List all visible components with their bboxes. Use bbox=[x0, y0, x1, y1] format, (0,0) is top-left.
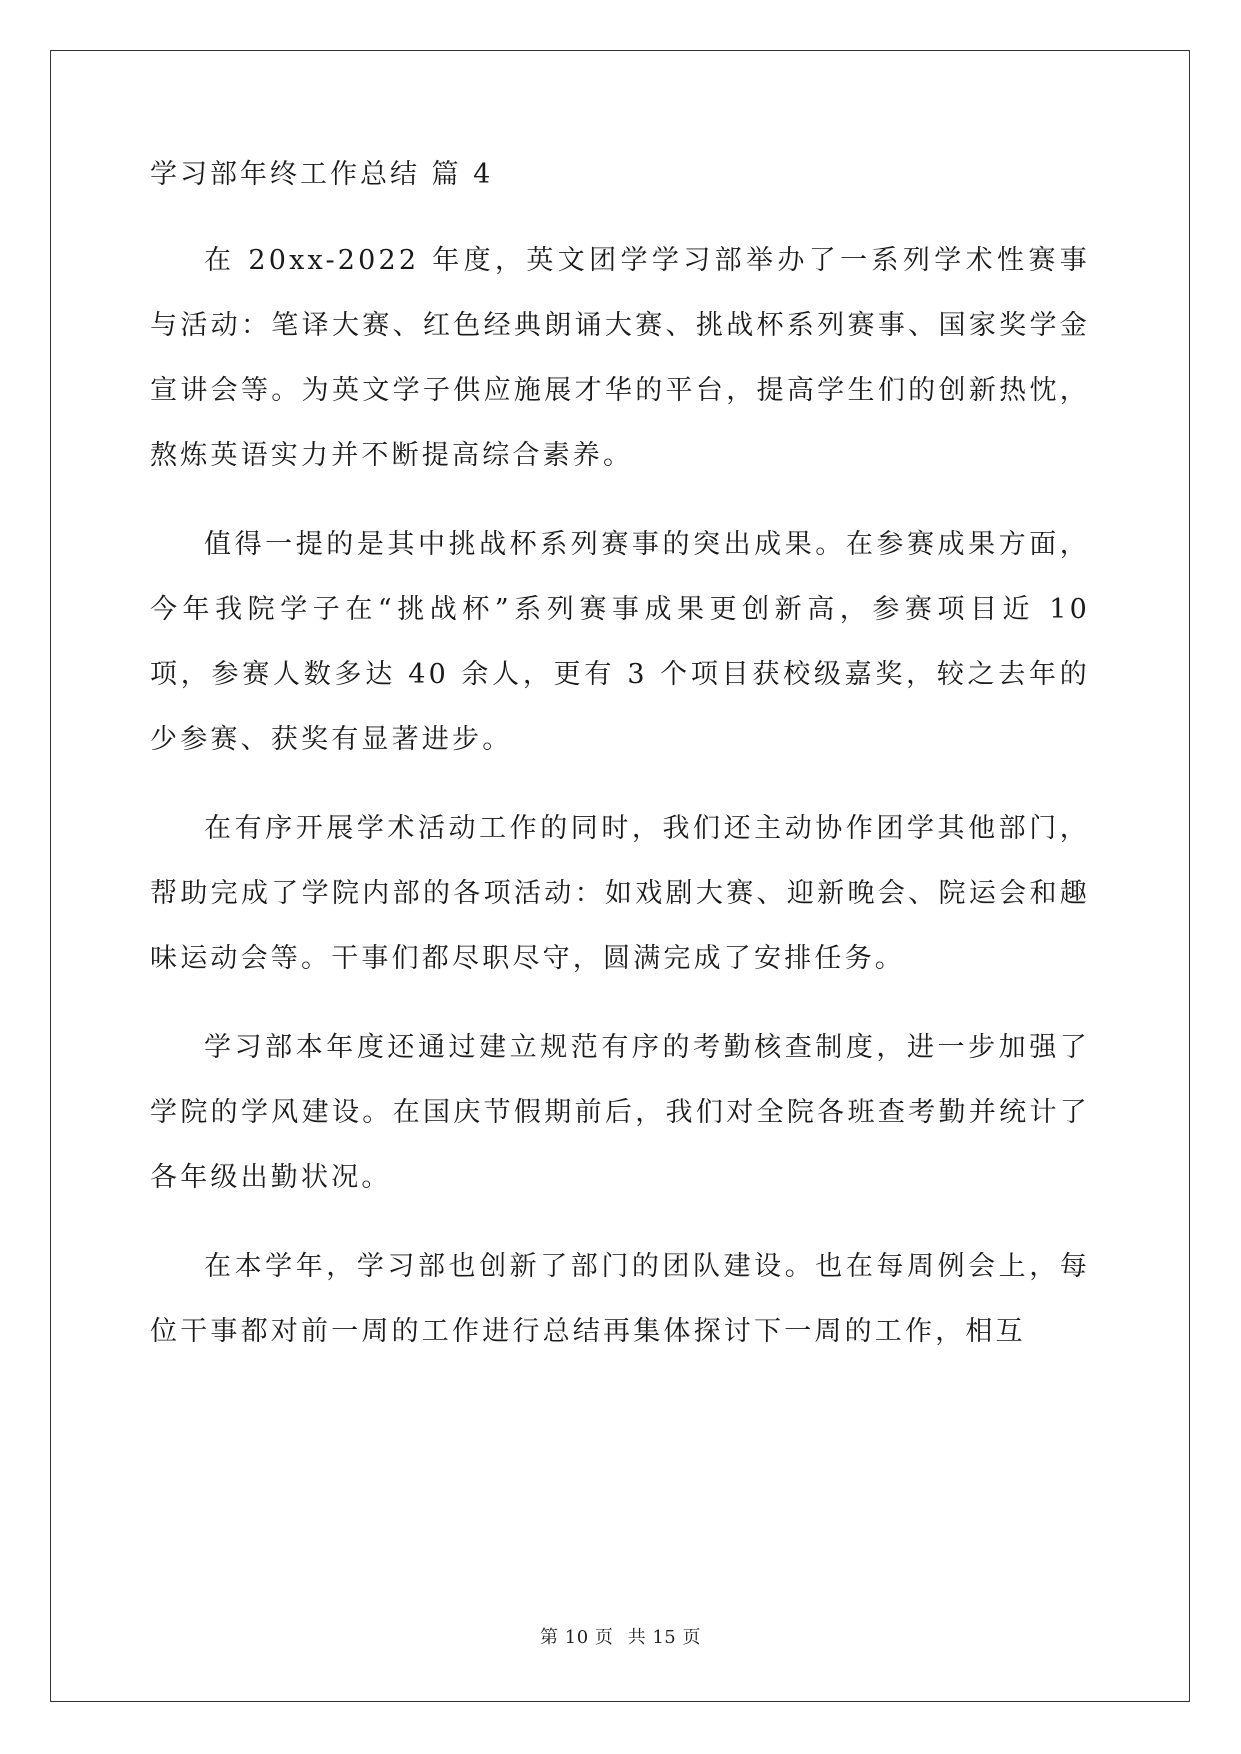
document-title: 学习部年终工作总结 篇 4 bbox=[150, 159, 494, 190]
paragraph: 学习部本年度还通过建立规范有序的考勤核查制度，进一步加强了学院的学风建设。在国庆节假期前后，我们对全院各班查考勤并统计了各年级出勤状况。 bbox=[150, 1032, 1090, 1193]
page-footer bbox=[0, 1623, 1241, 1649]
total-pages: 共 15 页 bbox=[627, 1627, 701, 1648]
current-page-number: 第 10 页 bbox=[540, 1627, 614, 1648]
paragraph: 在本学年，学习部也创新了部门的团队建设。也在每周例会上，每位干事都对前一周的工作进行总结再集体探讨下一周的工作，相互 bbox=[150, 1251, 1090, 1347]
paragraph: 在 20xx-2022 年度，英文团学学习部举办了一系列学术性赛事与活动：笔译大赛、红色经典朗诵大赛、挑战杯系列赛事、国家奖学金宣讲会等。为英文学子供应施展才华的平台，提高学生们的创新热忱，熬炼英语实力并不断提高综合素养。 bbox=[150, 245, 1090, 471]
document-body bbox=[150, 160, 1090, 1388]
paragraph: 在有序开展学术活动工作的同时，我们还主动协作团学其他部门，帮助完成了学院内部的各项活动：如戏剧大赛、迎新晚会、院运会和趣味运动会等。干事们都尽职尽守，圆满完成了安排任务。 bbox=[150, 813, 1090, 974]
paragraph: 值得一提的是其中挑战杯系列赛事的突出成果。在参赛成果方面，今年我院学子在“挑战杯”系列赛事成果更创新高，参赛项目近 10 项，参赛人数多达 40 余人，更有 3 个项目获校级嘉奖，较之去年的少参赛、获奖有显著进步。 bbox=[150, 529, 1090, 755]
